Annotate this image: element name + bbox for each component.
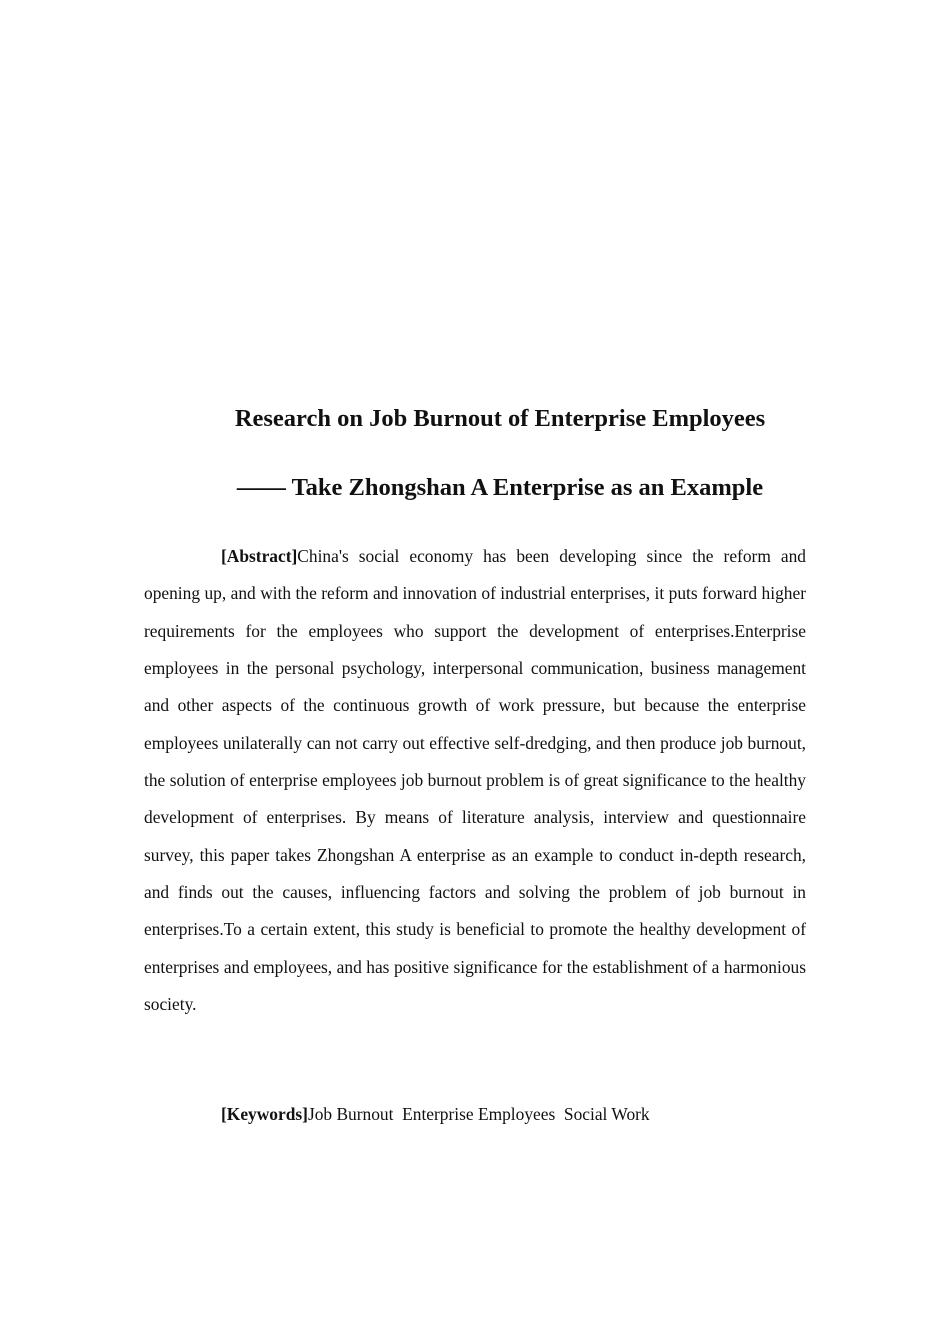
keywords-label: [Keywords] — [221, 1104, 308, 1124]
keywords-line — [221, 1096, 650, 1133]
abstract-text: China's social economy has been developing since the reform and opening up, and with the reform and innovation of industrial enterprises, it puts forward higher requirements for the employees who support the development of enterprises.Enterprise employees in the personal psychology, interpersonal communication, business management and other aspects of the continuous growth of work pressure, but because the enterprise employees unilaterally can not carry out effective self-dredging, and then produce job burnout, the solution of enterprise employees job burnout problem is of great significance to the healthy development of enterprises. By means of literature analysis, interview and questionnaire survey, this paper takes Zhongshan A enterprise as an example to conduct in-depth research, and finds out the causes, influencing factors and solving the problem of job burnout in enterprises.To a certain extent, this study is beneficial to promote the healthy development of enterprises and employees, and has positive significance for the establishment of a harmonious society. — [144, 546, 806, 1015]
paper-title: Research on Job Burnout of Enterprise Employees — [234, 405, 766, 432]
paper-subtitle: —— Take Zhongshan A Enterprise as an Example — [236, 474, 764, 501]
keywords-text: Job Burnout Enterprise Employees Social Work — [307, 1104, 650, 1124]
abstract-paragraph — [144, 538, 806, 1023]
abstract-label: [Abstract] — [221, 546, 298, 566]
